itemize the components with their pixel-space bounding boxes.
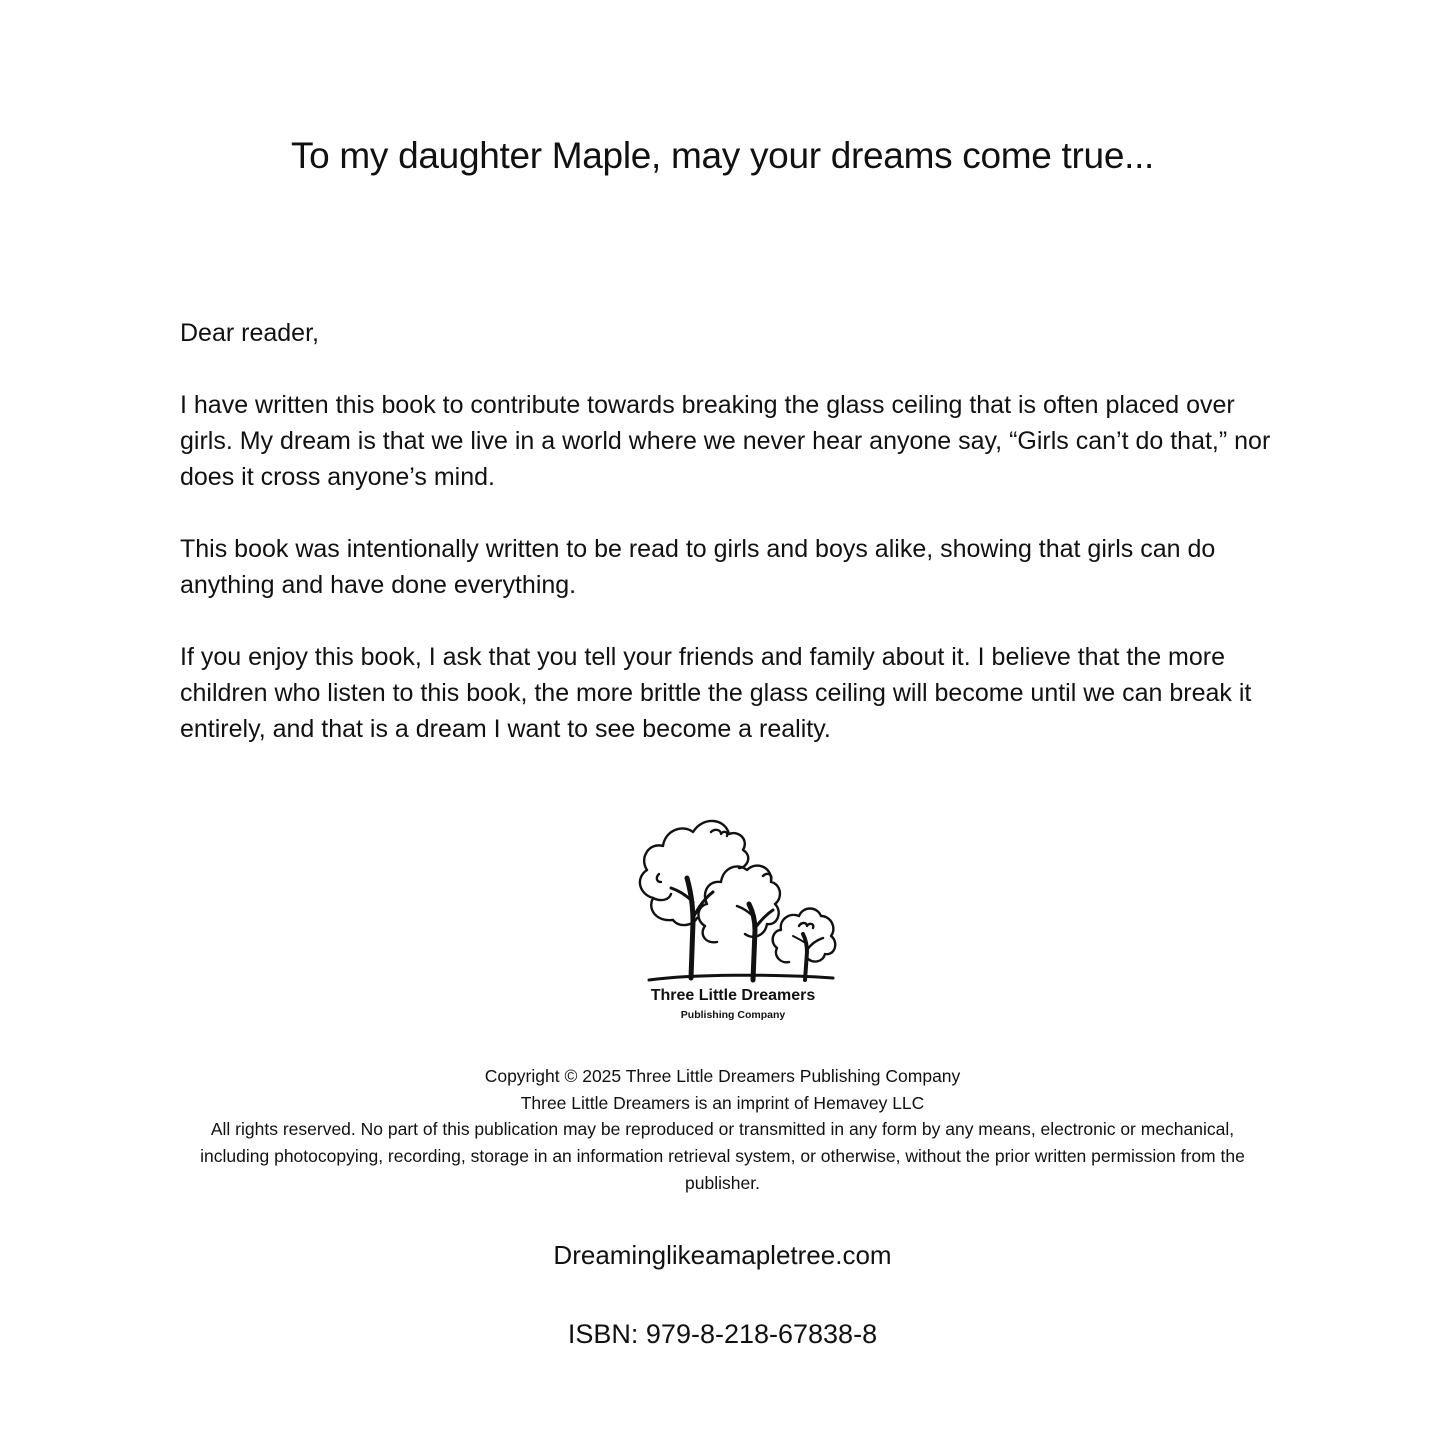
letter-paragraph-1: I have written this book to contribute towards breaking the glass ceiling that is often placed over girls. My dream is that we live in a world where we never hear anyone say, “Girls can’t do that,” nor does it cross anyone’s mind. <box>180 391 1271 491</box>
publisher-subtitle: Publishing Company <box>680 1009 786 1021</box>
publisher-logo <box>613 802 853 1032</box>
imprint-line: Three Little Dreamers is an imprint of Hemavey LLC <box>520 1092 925 1113</box>
dedication-text: To my daughter Maple, may your dreams come true... <box>290 135 1155 176</box>
copyright-notice <box>190 1063 1255 1197</box>
isbn-text: ISBN: 979-8-218-67838-8 <box>567 1319 878 1349</box>
letter-paragraph-3: If you enjoy this book, I ask that you tell your friends and family about it. I believe that the more children who listen to this book, the more brittle the glass ceiling will become until we can break it entirely, and that is a dream I want to see become a reality. <box>180 643 1252 743</box>
rights-statement: All rights reserved. No part of this publication may be reproduced or transmitted in any form by any means, electronic or mechanical, including photocopying, recording, storage in an information retrieval system, or otherwise, without the prior written permission from the publisher. <box>200 1119 1245 1193</box>
copyright-line: Copyright © 2025 Three Little Dreamers Publishing Company <box>484 1066 961 1086</box>
letter-paragraph-2: This book was intentionally written to be read to girls and boys alike, showing that girls can do anything and have done everything. <box>180 535 1216 599</box>
website-text: Dreaminglikeamapletree.com <box>553 1240 892 1270</box>
publisher-name: Three Little Dreamers <box>650 987 816 1004</box>
letter-to-reader <box>180 315 1275 783</box>
letter-salutation: Dear reader, <box>180 319 319 347</box>
three-trees-icon <box>613 802 853 986</box>
